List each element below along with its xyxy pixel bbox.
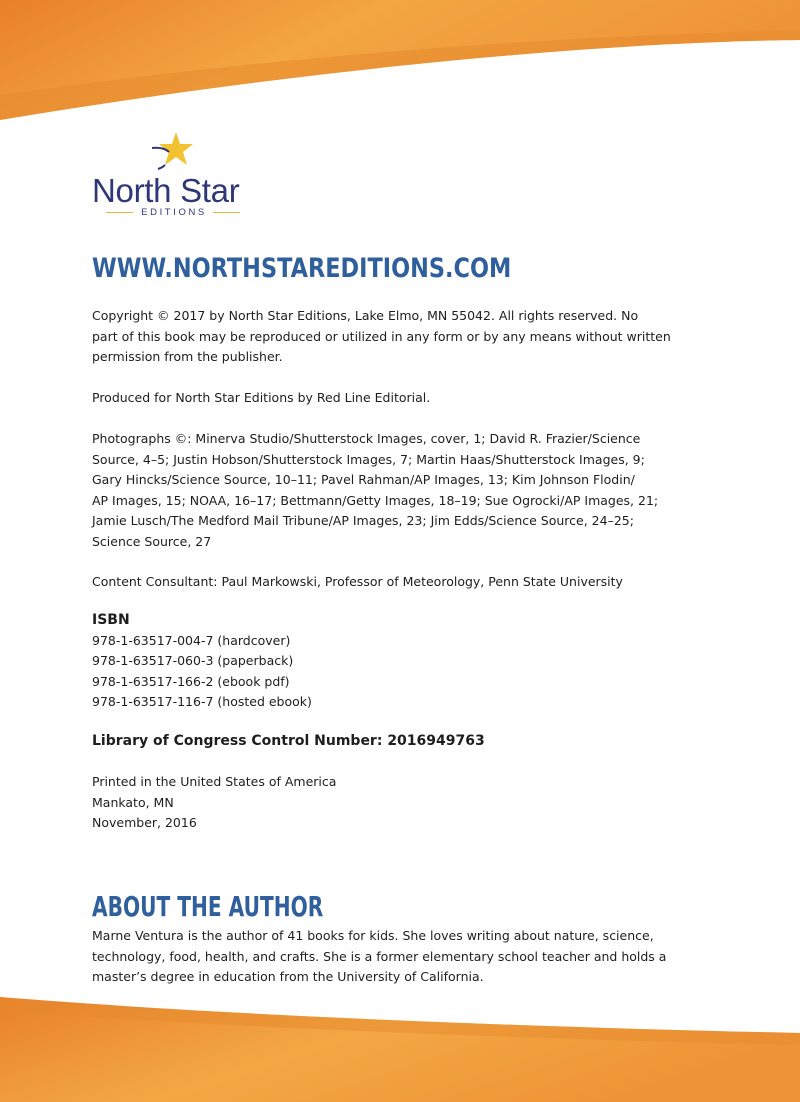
- photo-credit-line: Science Source, 27: [92, 533, 212, 549]
- produced-by-paragraph: [92, 388, 662, 409]
- about-author-line: technology, food, health, and crafts. She is a former elementary school teacher and holds a: [92, 948, 667, 964]
- printed-block: [92, 772, 662, 834]
- isbn-item: 978-1-63517-060-3 (paperback): [92, 653, 294, 669]
- copyright-paragraph: [92, 306, 671, 368]
- photo-credit-line: Jamie Lusch/The Medford Mail Tribune/AP Images, 23; Jim Edds/Science Source, 24–25;: [92, 513, 634, 529]
- isbn-item: 978-1-63517-004-7 (hardcover): [92, 632, 291, 648]
- photo-credit-line: AP Images, 15; NOAA, 16–17; Bettmann/Getty Images, 18–19; Sue Ogrocki/AP Images, 21;: [92, 492, 659, 508]
- photo-credit-line: Photographs ©: Minerva Studio/Shutterstock Images, cover, 1; David R. Frazier/Science: [92, 431, 641, 446]
- copyright-line: permission from the publisher.: [92, 349, 283, 365]
- copyright-line: Copyright © 2017 by North Star Editions, Lake Elmo, MN 55042. All rights reserved. No: [92, 308, 639, 323]
- isbn-heading: ISBN: [92, 612, 130, 628]
- printed-line: Mankato, MN: [92, 794, 174, 810]
- copyright-line: part of this book may be reproduced or utilized in any form or by any means without written: [92, 328, 671, 344]
- consultant-line: Content Consultant: Paul Markowski, Professor of Meteorology, Penn State University: [92, 574, 623, 589]
- logo-sub-text: EDITIONS: [141, 207, 207, 218]
- about-author-heading: ABOUT THE AUTHOR: [92, 890, 324, 923]
- photo-credit-line: Source, 4–5; Justin Hobson/Shutterstock Images, 7; Martin Haas/Shutterstock Images, 9;: [92, 451, 645, 467]
- star-icon: [150, 130, 194, 170]
- printed-line: Printed in the United States of America: [92, 774, 337, 789]
- logo-rule-right: [213, 212, 240, 213]
- printed-line: November, 2016: [92, 815, 197, 831]
- produced-by-line: Produced for North Star Editions by Red Line Editorial.: [92, 390, 431, 405]
- isbn-item: 978-1-63517-116-7 (hosted ebook): [92, 694, 312, 710]
- photo-credits-paragraph: [92, 429, 662, 553]
- north-star-editions-logo: [92, 128, 262, 223]
- isbn-block: [92, 610, 662, 713]
- photo-credit-line: Gary Hincks/Science Source, 10–11; Pavel Rahman/AP Images, 13; Kim Johnson Flodin/: [92, 472, 635, 488]
- isbn-item: 978-1-63517-166-2 (ebook pdf): [92, 673, 290, 689]
- lccn-block: [92, 731, 662, 752]
- about-author-paragraph: [92, 926, 667, 988]
- bottom-orange-band: [0, 997, 800, 1102]
- about-author-line: Marne Ventura is the author of 41 books for kids. She loves writing about nature, science,: [92, 928, 654, 943]
- top-orange-band: [0, 0, 800, 125]
- logo-name: North Star: [92, 172, 240, 209]
- lccn-line: Library of Congress Control Number: 2016949763: [92, 733, 485, 749]
- website-heading: WWW.NORTHSTAREDITIONS.COM: [92, 253, 512, 284]
- about-author-line: master’s degree in education from the University of California.: [92, 969, 484, 985]
- logo-rule-left: [106, 212, 133, 213]
- logo-subtitle: [106, 207, 240, 218]
- consultant-paragraph: [92, 572, 662, 593]
